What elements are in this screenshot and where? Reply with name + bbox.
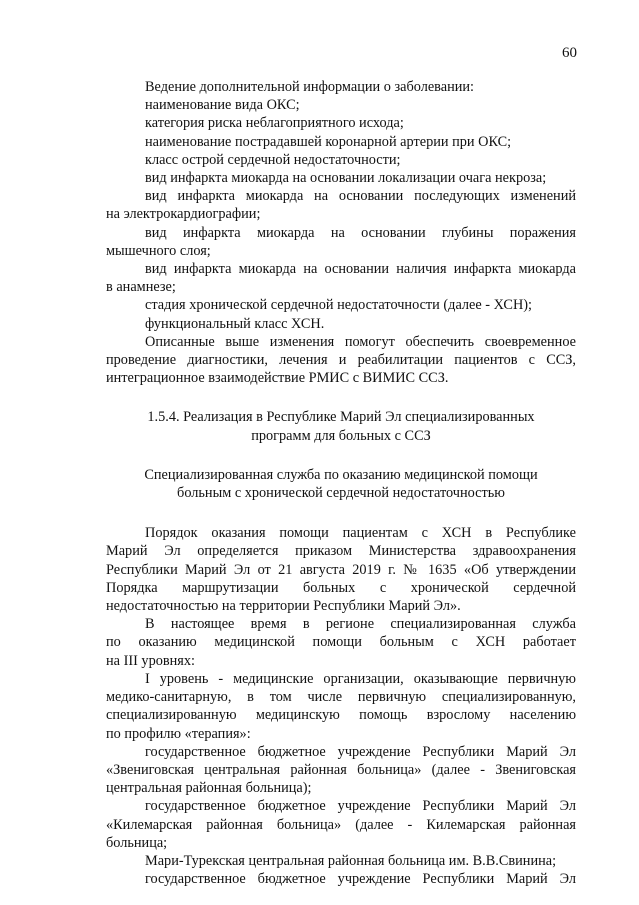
spacer [106,445,576,466]
paragraph-line: Марий Эл определяется приказом Министерства здравоохранения [106,543,576,560]
list-item: наименование вида ОКС; [145,97,300,114]
spacer [106,502,576,524]
paragraph-line: государственное бюджетное учреждение Республики Марий Эл [145,871,576,888]
paragraph-line: I уровень - медицинские организации, оказывающие первичную [145,670,576,687]
list-item: класс острой сердечной недостаточности; [145,151,401,168]
list-item-cont: мышечного слоя; [106,242,211,259]
summary-line: Описанные выше изменения помогут обеспечить своевременное [145,333,576,350]
list-item: наименование пострадавшей коронарной артерии при ОКС; [145,133,512,150]
spacer [106,387,576,408]
list-item: функциональный класс ХСН. [145,315,325,332]
list-item: вид инфаркта миокарда на основании локализации очага некроза; [145,170,547,187]
paragraph-line: Мари-Турекская центральная районная больница им. В.В.Свинина; [145,852,557,869]
subsection-title: больным с хронической сердечной недостаточностью [177,485,505,502]
list-item-cont: на электрокардиографии; [106,206,261,223]
list-item: вид инфаркта миокарда на основании последующих изменений [145,188,576,205]
list-item: вид инфаркта миокарда на основании глубины поражения [145,224,576,241]
list-item: вид инфаркта миокарда на основании наличия инфаркта миокарда [145,261,576,278]
list-item: категория риска неблагоприятного исхода; [145,115,404,132]
summary-line: проведение диагностики, лечения и реабилитации пациентов с ССЗ, [106,352,576,369]
paragraph-line: «Килемарская районная больница» (далее - Килемарская районная [106,816,576,833]
paragraph-line: Порядок оказания помощи пациентам с ХСН в Республике [145,525,576,542]
paragraph-line: центральная районная больница); [106,780,312,797]
paragraph-line: по оказанию медицинской помощи больным с ХСН работает [106,634,576,651]
paragraph-line: больница; [106,834,168,851]
paragraph-line: Порядка маршрутизации больных с хронической сердечной [106,579,576,596]
paragraph-line: на III уровнях: [106,652,195,669]
paragraph-line: «Звениговская центральная районная больница» (далее - Звениговская [106,761,576,778]
paragraph-line: медико-санитарную, в том числе первичную специализированную, [106,689,576,706]
paragraph-line: недостаточностью на территории Республики Марий Эл». [106,598,461,615]
document-body [106,78,576,888]
paragraph-line: В настоящее время в регионе специализированная служба [145,616,576,633]
section-title: программ для больных с ССЗ [251,427,431,444]
paragraph-line: государственное бюджетное учреждение Республики Марий Эл [145,798,576,815]
section-title: 1.5.4. Реализация в Республике Марий Эл специализированных [147,409,535,426]
page-number: 60 [562,45,577,61]
paragraph-line: государственное бюджетное учреждение Республики Марий Эл [145,743,576,760]
subsection-title: Специализированная служба по оказанию медицинской помощи [144,466,538,483]
list-item-cont: в анамнезе; [106,279,176,296]
paragraph-line: по профилю «терапия»: [106,725,251,742]
intro-heading: Ведение дополнительной информации о заболевании: [145,79,475,95]
summary-line: интеграционное взаимодействие РМИС с ВИМИС ССЗ. [106,370,449,387]
paragraph-line: специализированную медицинскую помощь взрослому населению [106,707,576,724]
paragraph-line: Республики Марий Эл от 21 августа 2019 г. № 1635 «Об утверждении [106,561,576,578]
list-item: стадия хронической сердечной недостаточности (далее - ХСН); [145,297,533,314]
